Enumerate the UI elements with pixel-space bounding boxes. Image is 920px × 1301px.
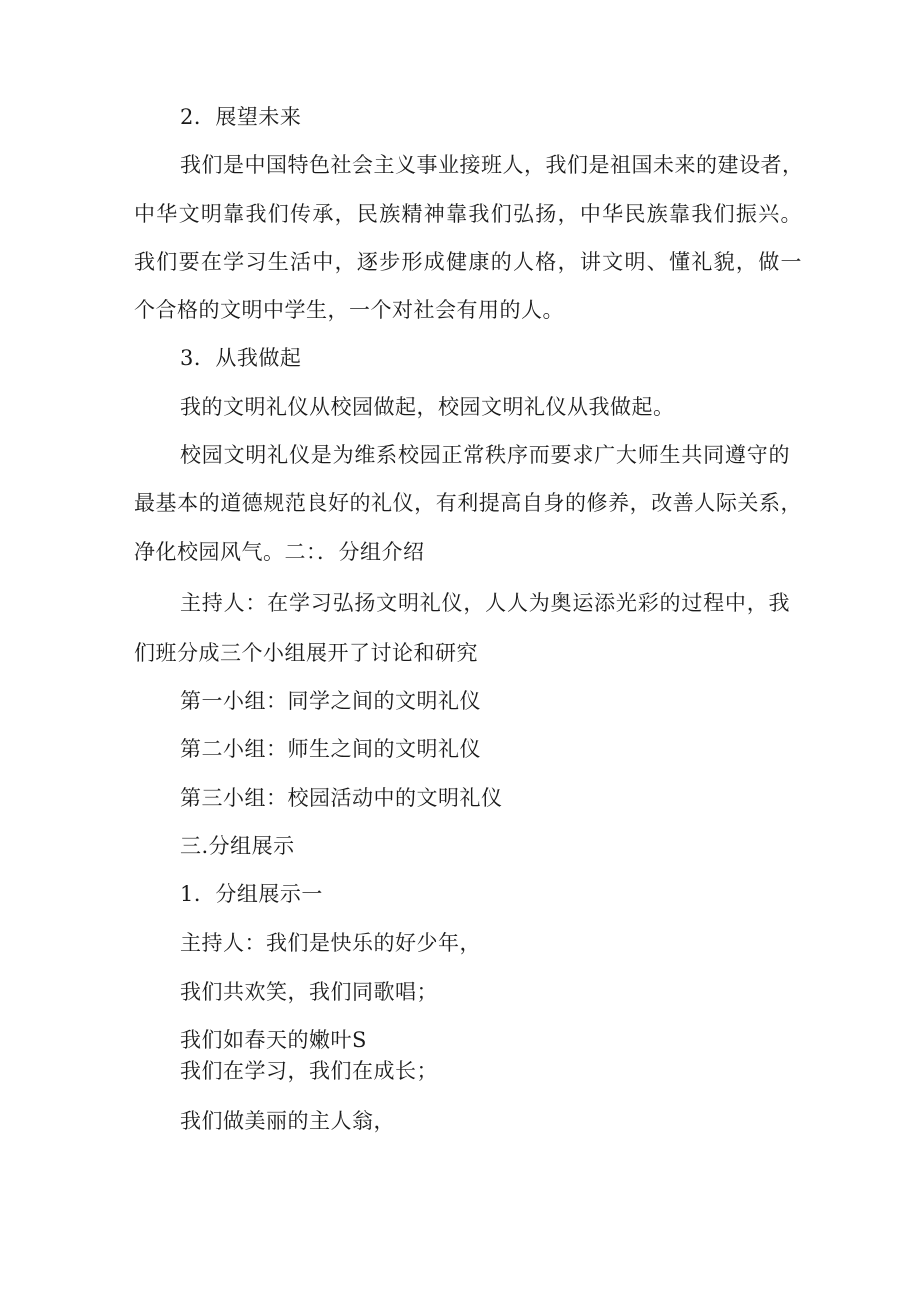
paragraph-line: 我们是中国特色社会主义事业接班人，我们是祖国未来的建设者， [180,153,804,177]
paragraph-line: 个合格的文明中学生，一个对社会有用的人。 [134,298,564,322]
paragraph-line: 主持人：在学习弘扬文明礼仪，人人为奥运添光彩的过程中，我 [180,591,790,615]
paragraph-line: 净化校园风气。二：．分组介绍 [134,540,425,564]
group-1-item: 第一小组：同学之间的文明礼仪 [180,689,481,713]
paragraph-line: 们班分成三个小组展开了讨论和研究 [134,641,478,665]
group-3-item: 第三小组：校园活动中的文明礼仪 [180,786,503,810]
heading-3-start-with-me: 3．从我做起 [180,346,302,370]
poem-line: 我们做美丽的主人翁， [180,1109,395,1133]
poem-line: 我们如春天的嫩叶S [180,1028,367,1052]
paragraph-line: 中华文明靠我们传承，民族精神靠我们弘扬，中华民族靠我们振兴。 [134,202,802,226]
poem-line: 我们共欢笑，我们同歌唱； [180,980,438,1004]
heading-2-outlook: 2．展望未来 [180,105,302,129]
subheading-1: 1．分组展示一 [180,882,323,906]
group-2-item: 第二小组：师生之间的文明礼仪 [180,737,481,761]
poem-line: 我们在学习，我们在成长； [180,1059,438,1083]
paragraph-line: 最基本的道德规范良好的礼仪，有利提高自身的修养，改善人际关系， [134,491,802,515]
paragraph-line: 校园文明礼仪是为维系校园正常秩序而要求广大师生共同遵守的 [180,443,790,467]
section-3-heading: 三.分组展示 [180,834,295,858]
poem-line: 主持人：我们是快乐的好少年， [180,931,481,955]
paragraph-line: 我的文明礼仪从校园做起，校园文明礼仪从我做起。 [180,395,675,419]
paragraph-line: 我们要在学习生活中，逐步形成健康的人格，讲文明、懂礼貌，做一 [134,250,802,274]
